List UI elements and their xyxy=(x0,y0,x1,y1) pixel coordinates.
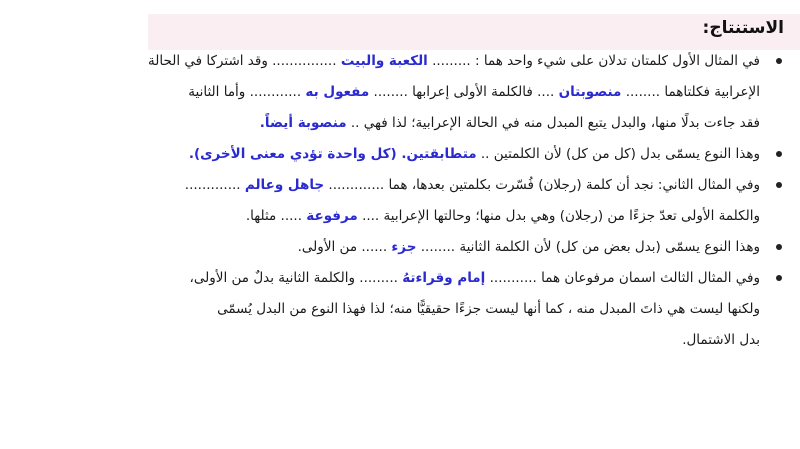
text-line: ولكنها ليست هي ذاتَ المبدل منه ، كما أنها ليست جزءًا حقيقيًّا منه؛ لذا فهذا النوع من البدل يُسمّى xyxy=(217,301,760,317)
text: فقد جاءت بدلًا منها، والبدل يتبع المبدل منه في الحالة الإعرابية؛ لذا فهي .. xyxy=(350,115,760,131)
text-line xyxy=(150,46,760,77)
list-item xyxy=(150,170,790,232)
answer: جاهل وعالم xyxy=(244,177,325,193)
text: ............... وقد اشتركا في الحالة xyxy=(148,53,337,69)
text-line xyxy=(150,108,760,139)
text-line xyxy=(150,263,760,294)
bullet-icon xyxy=(776,151,782,157)
answer: مفعول به xyxy=(305,84,370,100)
text: وفي المثال الثالث اسمان مرفوعان هما ........... xyxy=(489,270,760,286)
text-line xyxy=(150,77,760,108)
text-line xyxy=(150,170,760,201)
bullet-icon xyxy=(776,58,782,64)
page-title: الاستنتاج: xyxy=(702,18,784,38)
text-line xyxy=(150,201,760,232)
bullet-icon xyxy=(776,275,782,281)
answer: الكعبة والبيت xyxy=(340,53,428,69)
answer: جزء xyxy=(391,239,417,255)
text-line xyxy=(150,139,760,170)
list-item xyxy=(150,139,790,170)
text: ..... مثلها. xyxy=(245,208,302,224)
text: ...... من الأولى. xyxy=(297,239,388,255)
answer: إمام وقراءتهُ xyxy=(402,270,486,286)
text: في المثال الأول كلمتان تدلان على شيء واحد هما : ......... xyxy=(432,53,760,69)
conclusion-list xyxy=(150,46,790,356)
text-line: بدل الاشتمال. xyxy=(682,332,760,348)
text: .... فالكلمة الأولى إعرابها ........ xyxy=(373,84,555,100)
answer: مرفوعة xyxy=(306,208,358,224)
list-item xyxy=(150,46,790,139)
text: وفي المثال الثاني: نجد أن كلمة (رجلان) فُسّرت بكلمتين بعدها، هما ............. xyxy=(328,177,760,193)
text-line xyxy=(150,232,760,263)
text: ............. xyxy=(184,177,241,193)
list-item xyxy=(150,263,790,356)
bullet-icon xyxy=(776,244,782,250)
text: ......... والكلمة الثانية بدلٌ من الأولى، xyxy=(189,270,398,286)
bullet-icon xyxy=(776,182,782,188)
text: وهذا النوع يسمّى بدل (كل من كل) لأن الكلمتين .. xyxy=(480,146,760,162)
answer: منصوبتان xyxy=(558,84,622,100)
list-item xyxy=(150,232,790,263)
text: وهذا النوع يسمّى (بدل بعض من كل) لأن الكلمة الثانية ........ xyxy=(420,239,760,255)
text: ............ وأما الثانية xyxy=(188,84,302,100)
text: والكلمة الأولى تعدّ جزءًا من (رجلان) وهي بدل منها؛ وحالتها الإعرابية .... xyxy=(362,208,760,224)
text: الإعرابية فكلتاهما ........ xyxy=(625,84,760,100)
answer: متطابقتين. (كل واحدة تؤدي معنى الأخرى). xyxy=(188,146,477,162)
answer: منصوبة أيضاً. xyxy=(259,115,347,131)
